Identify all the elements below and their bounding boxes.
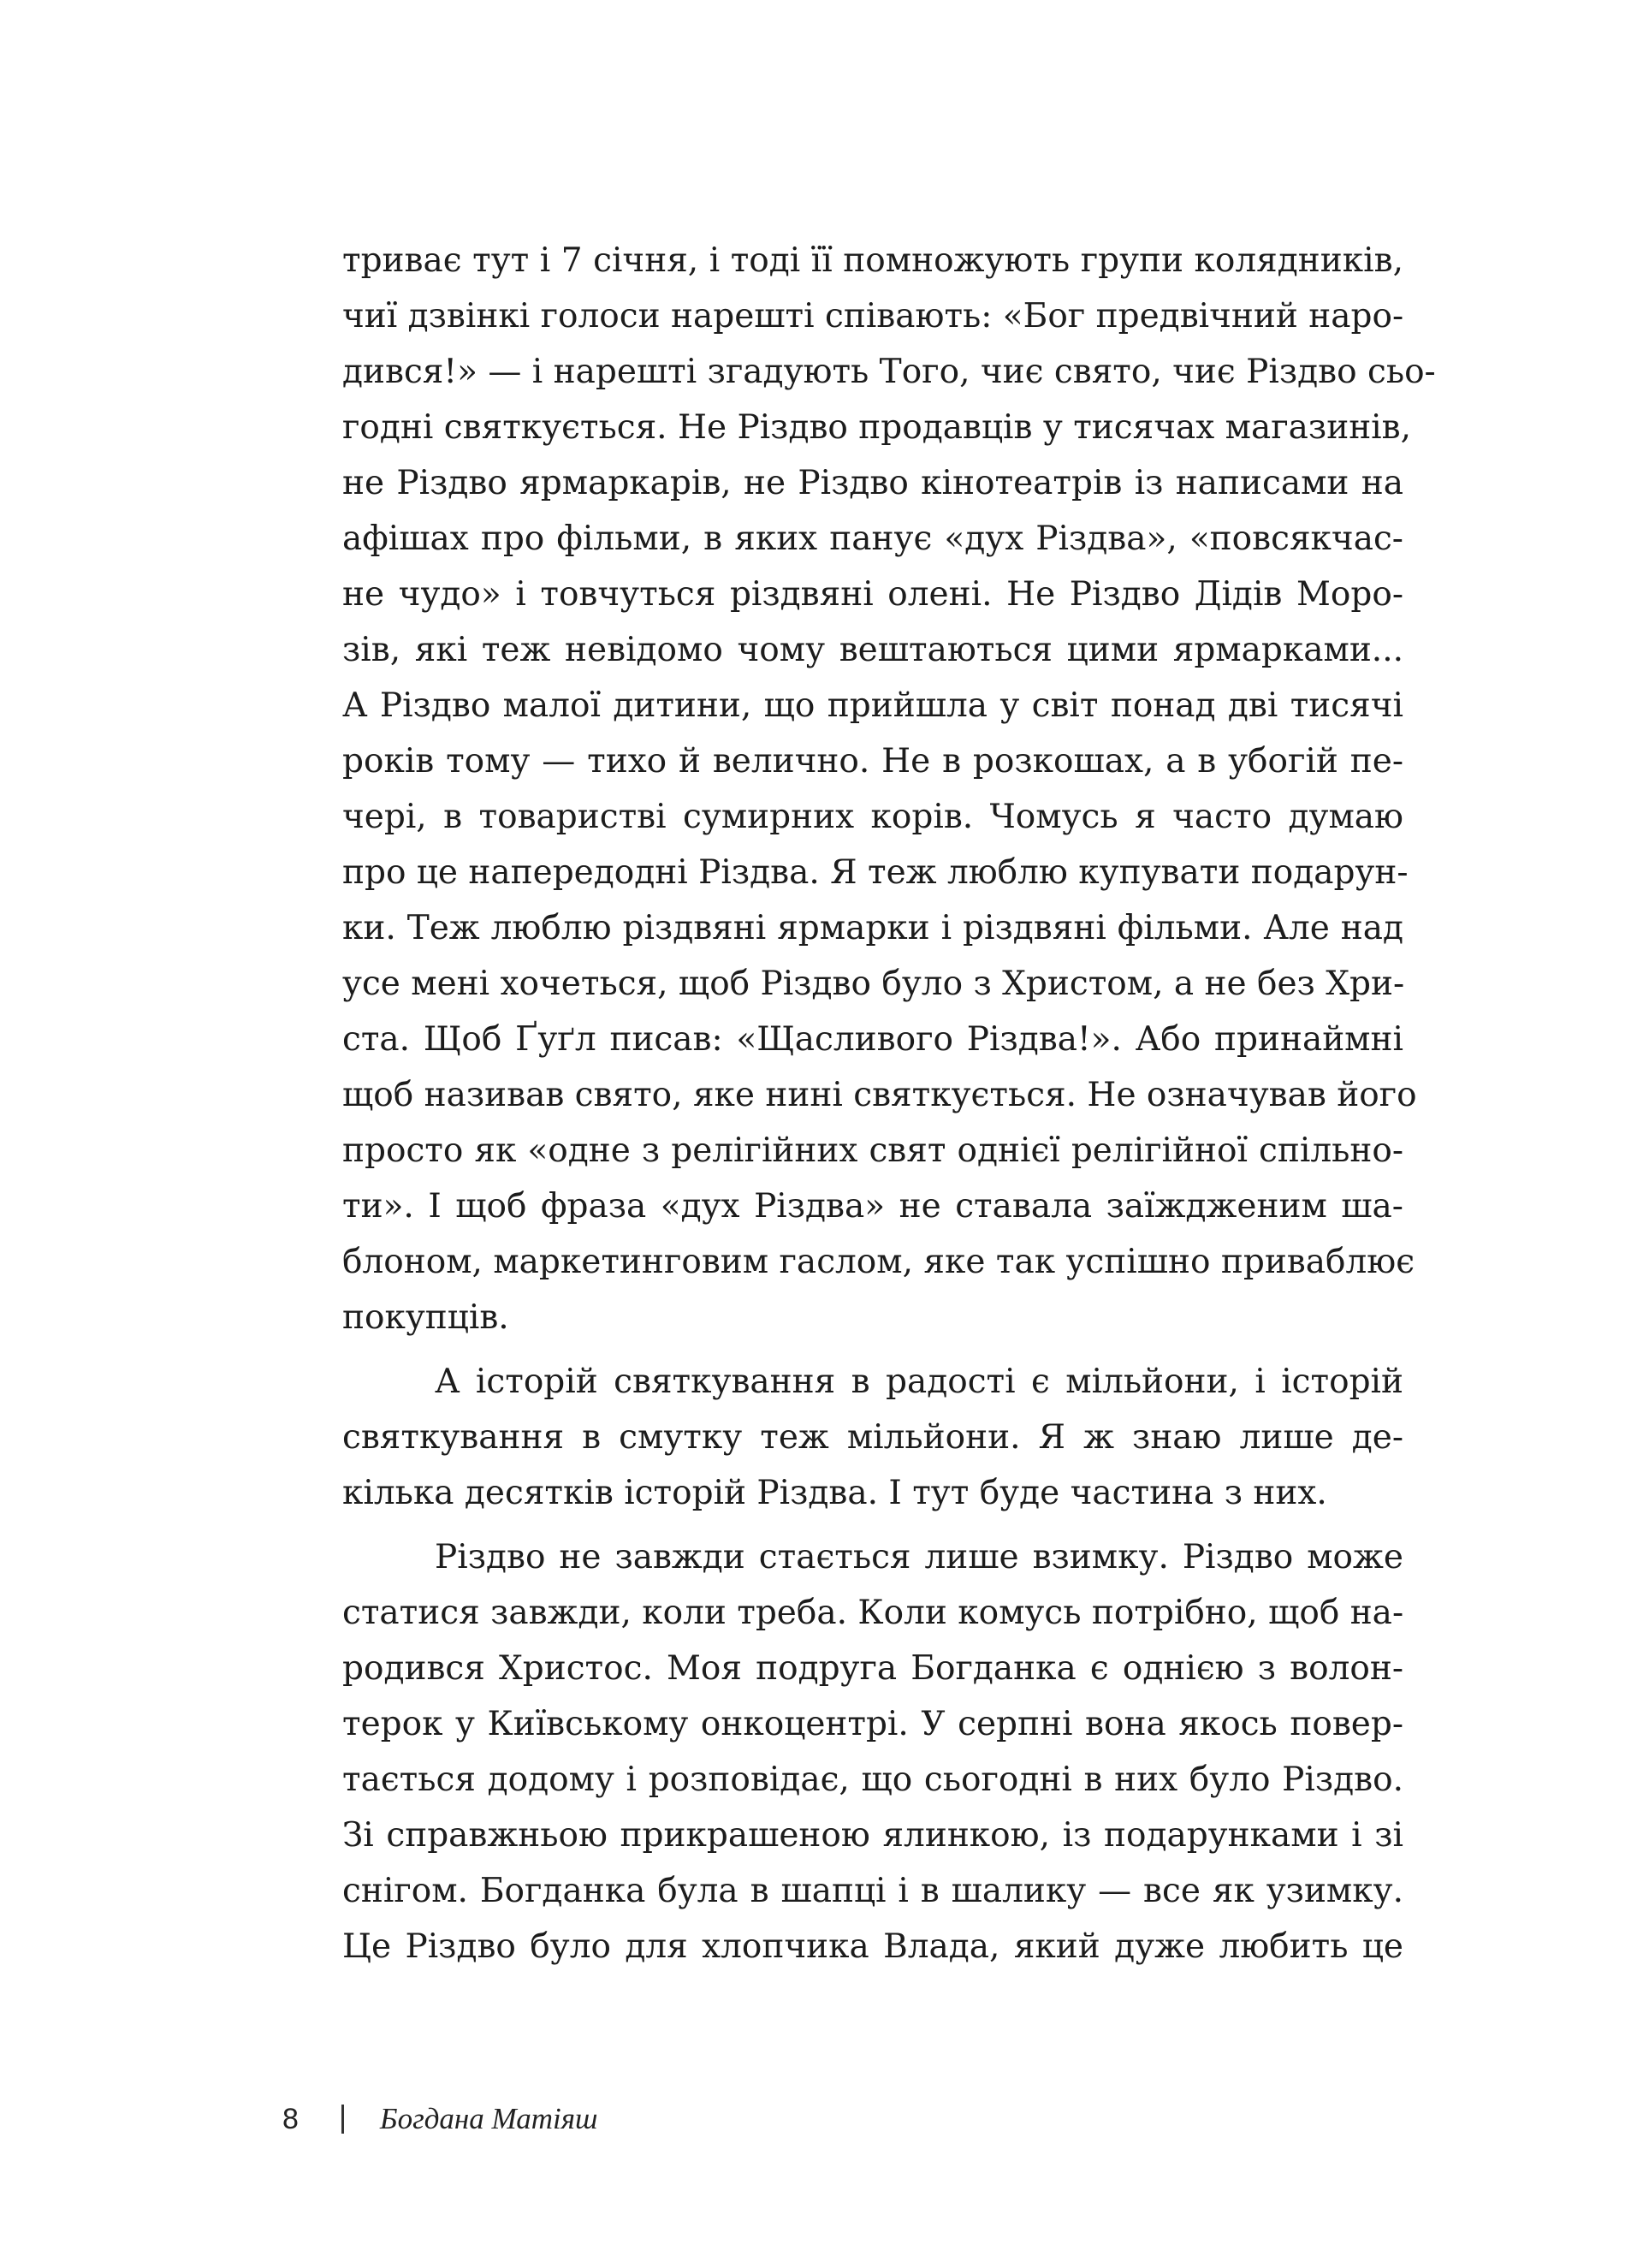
text-line: триває тут і 7 січня, і тоді її помножують групи колядників, <box>342 241 1403 280</box>
text-line: зів, які теж невідомо чому вештаються цими ярмарками... <box>342 631 1403 669</box>
text-line: просто як «одне з релігійних свят однієї релігійної спільно- <box>342 1131 1403 1170</box>
text-line: років тому — тихо й велично. Не в розкошах, а в убогій пе- <box>342 742 1403 781</box>
text-line: терок у Київському онкоцентрі. У серпні вона якось повер- <box>342 1705 1403 1743</box>
text-line: кілька десятків історій Різдва. І тут буде частина з них. <box>342 1474 1327 1512</box>
text-line: Це Різдво було для хлопчика Влада, який дуже любить це <box>342 1927 1403 1966</box>
text-line: снігом. Богданка була в шапці і в шалику — все як узимку. <box>342 1872 1403 1910</box>
page-number: 8 <box>282 2102 299 2135</box>
paragraph-gap <box>342 1345 1403 1354</box>
text-line: про це напередодні Різдва. Я теж люблю купувати подарун- <box>342 853 1409 892</box>
text-line: усе мені хочеться, щоб Різдво було з Христом, а не без Хри- <box>342 965 1405 1003</box>
text-line: чері, в товаристві сумирних корів. Чомусь я часто думаю <box>342 798 1403 836</box>
text-line: А Різдво малої дитини, що прийшла у світ понад дві тисячі <box>342 686 1403 725</box>
text-line: блоном, маркетинговим гаслом, яке так успішно приваблює <box>342 1243 1415 1281</box>
text-line: ти». І щоб фраза «дух Різдва» не ставала заїжджeним ша- <box>342 1187 1403 1226</box>
text-line: не чудо» і товчуться різдвяні олені. Не Різдво Дідів Моро- <box>342 575 1403 614</box>
footer-separator <box>341 2105 344 2134</box>
text-line: ки. Теж люблю різдвяні ярмарки і різдвяні фільми. Але над <box>342 909 1403 947</box>
text-line: щоб називав свято, яке нині святкується. Не означував його <box>342 1076 1417 1114</box>
text-line: годні святкується. Не Різдво продавців у тисячах магазинів, <box>342 408 1412 447</box>
paragraph-1 <box>342 233 1436 1345</box>
paragraph-2 <box>342 1354 1403 1521</box>
paragraph-gap <box>342 1521 1403 1529</box>
body-text <box>342 233 1436 1974</box>
text-line: Зі справжньою прикрашеною ялинкою, із подарунками і зі <box>342 1816 1403 1855</box>
author-name: Богдана Матіяш <box>379 2102 598 2135</box>
text-line: Різдво не завжди стається лише взимку. Різдво може <box>435 1538 1403 1576</box>
text-line: родився Христос. Моя подруга Богданка є однією з волон- <box>342 1649 1403 1688</box>
text-line: чиї дзвінкі голоси нарешті співають: «Бог предвічний наро- <box>342 297 1404 335</box>
text-line: тається додому і розповідає, що сьогодні в них було Різдво. <box>342 1760 1403 1799</box>
text-line: дився!» — і нарешті згадують Того, чиє свято, чиє Різдво сьо- <box>342 353 1436 391</box>
text-line: статися завжди, коли треба. Коли комусь потрібно, щоб на- <box>342 1594 1404 1632</box>
text-line: святкування в смутку теж мільйони. Я ж знаю лише де- <box>342 1418 1403 1457</box>
text-line: не Різдво ярмаркарів, не Різдво кінотеатрів із написами на <box>342 464 1403 502</box>
page-footer <box>282 2102 597 2136</box>
text-line: А історій святкування в радості є мільйони, і історій <box>435 1363 1403 1401</box>
text-line: ста. Щоб Ґуґл писав: «Щасливого Різдва!». Або принаймні <box>342 1020 1403 1059</box>
text-line: покупців. <box>342 1298 509 1337</box>
paragraph-3 <box>342 1529 1403 1974</box>
text-line: афішах про фільми, в яких панує «дух Різдва», «повсякчас- <box>342 520 1403 558</box>
